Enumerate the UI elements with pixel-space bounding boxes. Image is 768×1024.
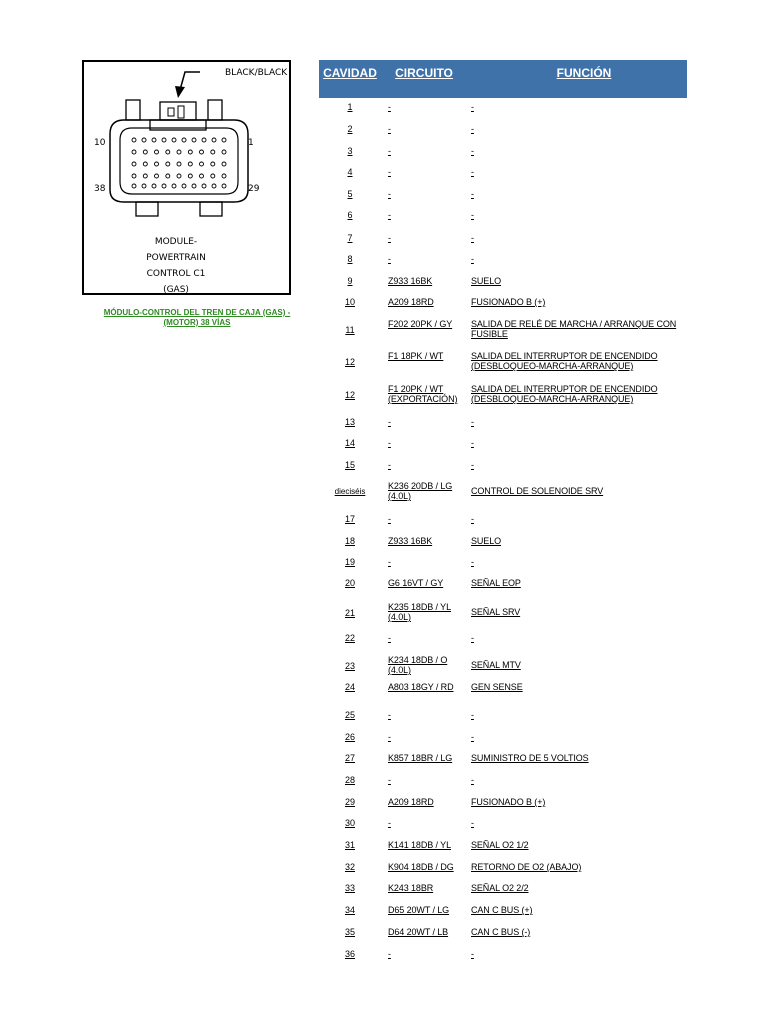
cell-cavidad: 31	[344, 840, 355, 850]
cell-cavidad: 20	[344, 578, 355, 588]
connector-pin	[166, 174, 170, 178]
cell-funcion: -	[471, 514, 474, 524]
cell-cavidad: 21	[344, 608, 355, 618]
connector-pin	[172, 138, 176, 142]
cell-funcion: SEÑAL MTV	[471, 660, 521, 670]
connector-pin	[211, 162, 215, 166]
cell-circuito: -	[388, 167, 391, 177]
cell-funcion: -	[471, 146, 474, 156]
cell-circuito: K234 18DB / O (4.0L)	[388, 655, 448, 675]
connector-pin	[200, 174, 204, 178]
cell-cavidad: 32	[344, 862, 355, 872]
cell-circuito: K236 20DB / LG (4.0L)	[388, 481, 453, 501]
cell-circuito: F1 20PK / WT (EXPORTACIÓN)	[388, 384, 458, 404]
cell-cavidad: 29	[344, 797, 355, 807]
cell-funcion: -	[471, 818, 474, 828]
connector-pin	[182, 184, 186, 188]
connector-pin	[200, 162, 204, 166]
cell-circuito: -	[388, 146, 391, 156]
cell-funcion: -	[471, 254, 474, 264]
cell-cavidad: 7	[347, 233, 353, 243]
connector-pin	[202, 184, 206, 188]
connector-pin	[155, 174, 159, 178]
cell-funcion: -	[471, 732, 474, 742]
cell-funcion: SEÑAL EOP	[471, 578, 521, 588]
connector-pins	[132, 138, 226, 188]
cell-cavidad: 22	[344, 633, 355, 643]
cell-cavidad: 2	[347, 124, 353, 134]
cell-circuito: -	[388, 438, 391, 448]
cell-circuito: F1 18PK / WT	[388, 351, 444, 361]
connector-pin	[132, 174, 136, 178]
connector-pin	[143, 150, 147, 154]
connector-pin	[132, 184, 136, 188]
cell-funcion: -	[471, 710, 474, 720]
cell-cavidad: 8	[347, 254, 353, 264]
connector-pin	[152, 184, 156, 188]
cell-funcion: RETORNO DE O2 (ABAJO)	[471, 862, 582, 872]
connector-pin	[177, 162, 181, 166]
connector-pin	[142, 138, 146, 142]
cell-circuito: -	[388, 949, 391, 959]
cell-funcion: GEN SENSE	[471, 682, 523, 692]
cell-cavidad: 28	[344, 775, 355, 785]
cell-circuito: -	[388, 710, 391, 720]
cell-circuito: Z933 16BK	[388, 536, 433, 546]
cell-funcion: -	[471, 189, 474, 199]
cell-funcion: SUMINISTRO DE 5 VOLTIOS	[471, 753, 589, 763]
cell-circuito: D64 20WT / LB	[388, 927, 449, 937]
cell-circuito: K904 18DB / DG	[388, 862, 454, 872]
connector-pin	[202, 138, 206, 142]
cell-funcion: SUELO	[471, 276, 502, 286]
cell-circuito: D65 20WT / LG	[388, 905, 450, 915]
cell-cavidad: 26	[344, 732, 355, 742]
module-line-1: MODULE-	[154, 237, 198, 247]
cell-cavidad: 12	[344, 390, 355, 400]
connector-pin	[192, 184, 196, 188]
cell-circuito: -	[388, 124, 391, 134]
cell-funcion: SEÑAL SRV	[471, 607, 521, 617]
cell-circuito: A209 18RD	[388, 797, 434, 807]
cell-cavidad: 11	[345, 325, 355, 335]
header-circuito: CIRCUITO	[395, 66, 453, 80]
diagram-caption: MÓDULO-CONTROL DEL TREN DE CAJA (GAS) - (MOTOR) 38 VÍAS	[103, 308, 291, 327]
cell-circuito: Z933 16BK	[388, 276, 433, 286]
cell-cavidad: 36	[344, 949, 355, 959]
cell-cavidad: 17	[344, 514, 355, 524]
header-funcion: FUNCIÓN	[556, 66, 612, 80]
cell-cavidad: 14	[344, 438, 355, 448]
connector-pin	[188, 162, 192, 166]
connector-pin	[162, 138, 166, 142]
cell-circuito: -	[388, 102, 391, 112]
cell-funcion: -	[471, 775, 474, 785]
connector-pin	[212, 184, 216, 188]
cell-cavidad: 30	[344, 818, 355, 828]
cell-funcion: SEÑAL O2 1/2	[471, 840, 529, 850]
cell-cavidad: dieciséis	[334, 487, 366, 496]
cell-cavidad: 24	[344, 682, 355, 692]
cell-funcion: -	[471, 633, 474, 643]
pin-label-38: 38	[94, 184, 106, 194]
cell-funcion: CAN C BUS (+)	[471, 905, 533, 915]
cell-funcion: -	[471, 460, 474, 470]
cell-funcion: CONTROL DE SOLENOIDE SRV	[471, 486, 604, 496]
cell-funcion: SUELO	[471, 536, 502, 546]
connector-pin	[222, 162, 226, 166]
cell-circuito: K857 18BR / LG	[388, 753, 453, 763]
cell-circuito: K141 18DB / YL	[388, 840, 451, 850]
cell-cavidad: 34	[344, 905, 355, 915]
cell-funcion: -	[471, 233, 474, 243]
cell-funcion: FUSIONADO B (+)	[471, 297, 546, 307]
cell-funcion: -	[471, 417, 474, 427]
cell-circuito: -	[388, 233, 391, 243]
pin-label-10: 10	[94, 138, 106, 148]
cell-circuito: K235 18DB / YL (4.0L)	[388, 602, 451, 622]
cell-funcion: SALIDA DEL INTERRUPTOR DE ENCENDIDO (DESBLOQUEO-MARCHA-ARRANQUE)	[471, 384, 658, 404]
connector-pin	[192, 138, 196, 142]
cell-circuito: -	[388, 633, 391, 643]
cell-circuito: -	[388, 460, 391, 470]
cell-circuito: -	[388, 775, 391, 785]
module-line-4: (GAS)	[163, 285, 189, 295]
cell-funcion: SALIDA DEL INTERRUPTOR DE ENCENDIDO (DESBLOQUEO-MARCHA-ARRANQUE)	[471, 351, 658, 371]
cell-circuito: F202 20PK / GY	[388, 319, 453, 329]
cell-circuito: A803 18GY / RD	[388, 682, 454, 692]
connector-pin	[162, 184, 166, 188]
cell-cavidad: 18	[344, 536, 355, 546]
cell-funcion: CAN C BUS (-)	[471, 927, 531, 937]
connector-pin	[152, 138, 156, 142]
connector-pin	[188, 150, 192, 154]
connector-drawing	[84, 62, 293, 297]
cell-cavidad: 19	[344, 557, 355, 567]
connector-diagram	[82, 60, 291, 295]
cell-cavidad: 15	[344, 460, 355, 470]
cell-funcion: -	[471, 210, 474, 220]
connector-pin	[155, 162, 159, 166]
connector-pin	[143, 162, 147, 166]
connector-pin	[222, 174, 226, 178]
cell-cavidad: 35	[344, 927, 355, 937]
cell-circuito: -	[388, 189, 391, 199]
cell-circuito: K243 18BR	[388, 883, 434, 893]
connector-pin	[143, 174, 147, 178]
header-cavidad: CAVIDAD	[323, 66, 377, 80]
cell-cavidad: 10	[344, 297, 355, 307]
pin-label-1: 1	[248, 138, 254, 148]
cell-funcion: -	[471, 949, 474, 959]
connector-pin	[211, 174, 215, 178]
cell-cavidad: 25	[344, 710, 355, 720]
cell-circuito: -	[388, 417, 391, 427]
connector-pin	[200, 150, 204, 154]
table-header	[319, 60, 687, 98]
connector-pin	[222, 150, 226, 154]
connector-pin	[132, 150, 136, 154]
cell-circuito: A209 18RD	[388, 297, 434, 307]
cell-funcion: SALIDA DE RELÉ DE MARCHA / ARRANQUE CON FUSIBLE	[471, 319, 677, 339]
cell-funcion: -	[471, 438, 474, 448]
cell-funcion: -	[471, 124, 474, 134]
cell-cavidad: 12	[344, 357, 355, 367]
cell-cavidad: 23	[344, 661, 355, 671]
cell-funcion: SEÑAL O2 2/2	[471, 883, 529, 893]
cell-funcion: FUSIONADO B (+)	[471, 797, 546, 807]
connector-pin	[132, 162, 136, 166]
connector-pin	[222, 138, 226, 142]
connector-pin	[172, 184, 176, 188]
connector-pin	[166, 162, 170, 166]
cell-circuito: G6 16VT / GY	[388, 578, 444, 588]
cell-funcion: -	[471, 167, 474, 177]
cell-circuito: -	[388, 557, 391, 567]
connector-pin	[182, 138, 186, 142]
connector-pin	[142, 184, 146, 188]
cell-funcion: -	[471, 102, 474, 112]
cell-cavidad: 5	[347, 189, 353, 199]
cell-cavidad: 6	[347, 210, 353, 220]
cell-funcion: -	[471, 557, 474, 567]
connector-pin	[155, 150, 159, 154]
connector-pin	[211, 150, 215, 154]
cell-circuito: -	[388, 254, 391, 264]
cell-cavidad: 13	[344, 417, 355, 427]
cell-circuito: -	[388, 210, 391, 220]
cell-cavidad: 4	[347, 167, 353, 177]
connector-pin	[222, 184, 226, 188]
cell-cavidad: 9	[347, 276, 353, 286]
cell-cavidad: 27	[344, 753, 355, 763]
cell-cavidad: 1	[347, 102, 353, 112]
connector-pin	[177, 150, 181, 154]
pin-label-29: 29	[248, 184, 260, 194]
module-line-2: POWERTRAIN	[146, 253, 206, 263]
module-line-3: CONTROL C1	[146, 269, 206, 279]
connector-pin	[188, 174, 192, 178]
wire-color-label: BLACK/BLACK	[225, 68, 288, 78]
cell-cavidad: 3	[347, 146, 353, 156]
connector-pin	[166, 150, 170, 154]
connector-pin	[212, 138, 216, 142]
connector-pin	[177, 174, 181, 178]
cell-circuito: -	[388, 818, 391, 828]
cell-cavidad: 33	[344, 883, 355, 893]
cell-circuito: -	[388, 732, 391, 742]
cell-circuito: -	[388, 514, 391, 524]
connector-pin	[132, 138, 136, 142]
